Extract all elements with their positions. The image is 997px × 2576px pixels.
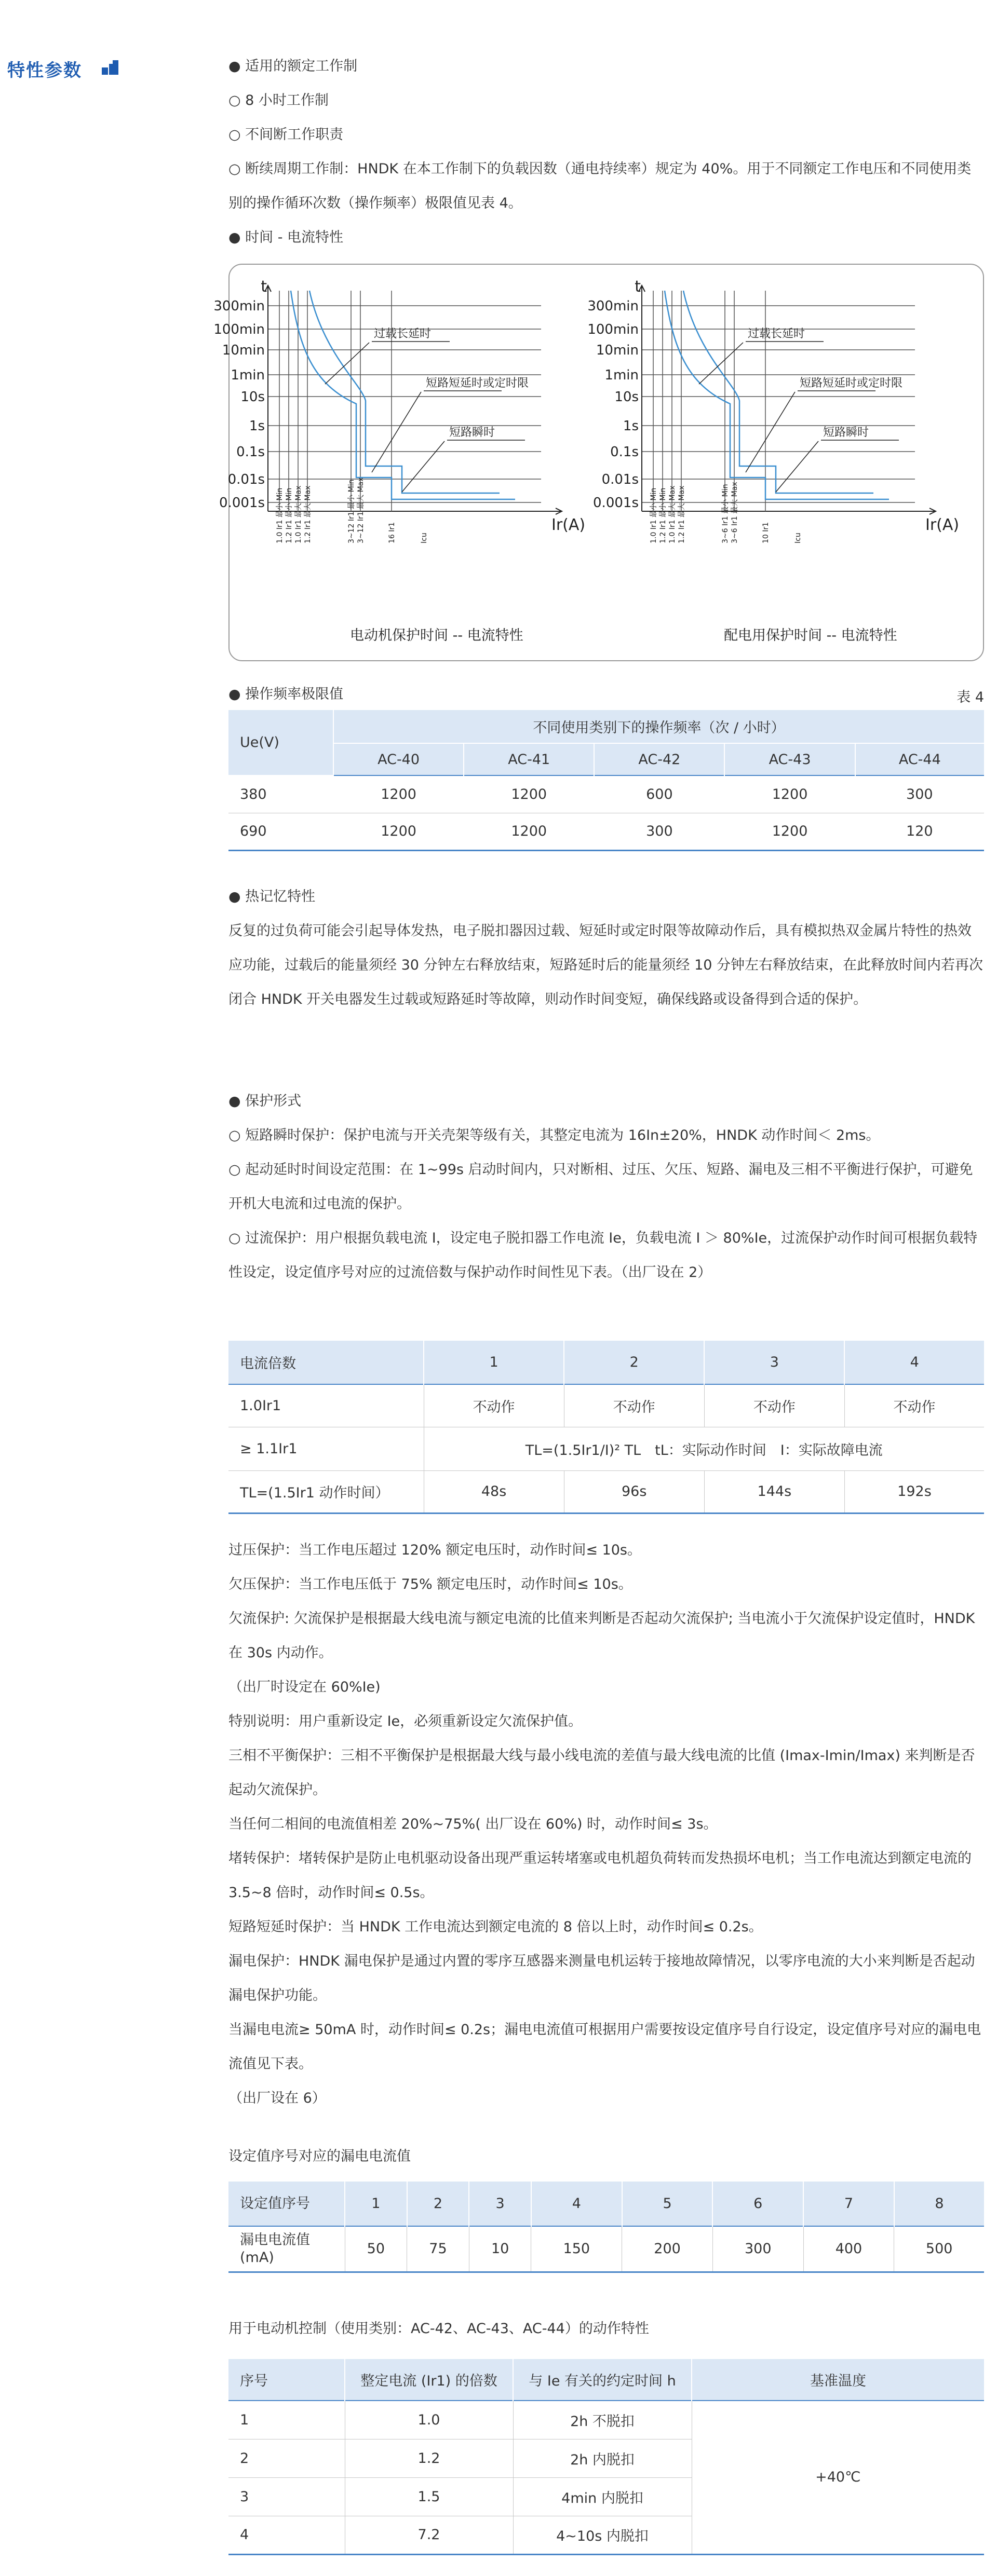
annotation-label: 短路短延时或定时限 — [426, 377, 529, 390]
x-marker-label: 1.2 Ir1 最小 Min — [659, 487, 667, 543]
table-cell: 7 — [803, 2182, 894, 2226]
x-marker-label: 1.2 Ir1 最小 Min — [285, 487, 293, 543]
freq-col: AC-43 — [724, 743, 855, 775]
freq-table — [228, 710, 984, 851]
annotation-leader — [402, 441, 444, 492]
note: 堵转保护：堵转保护是防止电机驱动设备出现严重运转堵塞或电机超负荷转而发热损坏电机；当工作电流达到额定电流的 3.5~8 倍时，动作时间≤ 0.5s。 — [228, 1850, 972, 1901]
table-cell: 2h 不脱扣 — [513, 2401, 692, 2439]
blue-squares-icon — [102, 58, 120, 77]
y-tick-label: 100min — [213, 322, 265, 337]
section-title: 特性参数 — [7, 60, 82, 81]
time-current-chart — [213, 264, 984, 661]
oc-header: 2 — [564, 1341, 704, 1384]
duty-item-2: ○ 不间断工作职责 — [228, 127, 344, 143]
y-tick-label: 10min — [222, 343, 265, 358]
leak-table — [228, 2182, 984, 2273]
freq-col: AC-41 — [464, 743, 594, 775]
table-cell: 144s — [704, 1470, 844, 1513]
table-cell: 75 — [407, 2226, 469, 2272]
y-tick-label: 0.1s — [236, 444, 265, 460]
note: 三相不平衡保护：三相不平衡保护是根据最大线与最小线电流的差值与最大线电流的比值 (Imax-Imin/Imax) 来判断是否起动欠流保护。 — [228, 1748, 975, 1798]
table-cell: 192s — [897, 1483, 932, 1500]
annotation-label: 短路短延时或定时限 — [800, 377, 903, 390]
overcurrent-table — [228, 1341, 984, 1514]
x-marker-label: 1.0 Ir1 最大 Max — [668, 485, 677, 543]
annotation-leader — [776, 441, 818, 492]
y-tick-label: 0.01s — [227, 472, 265, 487]
x-marker-label: 3~12 Ir1 最小 Min — [347, 479, 356, 543]
table-cell: 不动作 — [564, 1384, 704, 1427]
table-cell: 200 — [622, 2226, 713, 2272]
table-cell: 2 — [407, 2182, 469, 2226]
table-cell: 4min 内脱扣 — [513, 2477, 692, 2516]
annotation-label: 短路瞬时 — [449, 426, 495, 439]
x-marker-label: 1.0 Ir1 最大 Max — [294, 485, 303, 543]
oc-header: 1 — [424, 1341, 564, 1384]
table-cell: 不动作 — [893, 1399, 936, 1415]
table-cell: 48s — [424, 1470, 564, 1513]
x-marker-label: Icu — [420, 533, 428, 543]
y-tick-label: 0.001s — [593, 495, 639, 511]
y-tick-label: 10s — [240, 389, 265, 405]
table-cell: 96s — [564, 1470, 704, 1513]
motor-header: 与 Ie 有关的约定时间 h — [513, 2359, 692, 2401]
curve-max — [683, 291, 873, 493]
table-cell: 1.5 — [345, 2477, 513, 2516]
freq-col: AC-42 — [594, 743, 724, 775]
y-tick-label: 10s — [614, 389, 639, 405]
diagram-caption: 电动机保护时间 -- 电流特性 — [350, 628, 523, 644]
motor-title: 用于电动机控制（使用类别：AC-42、AC-43、AC-44）的动作特性 — [228, 2321, 649, 2337]
y-tick-label: 300min — [587, 298, 639, 314]
curve-min — [665, 291, 889, 499]
note: 欠流保护: 欠流保护是根据最大线电流与额定电流的比值来判断是否起动欠流保护; 当电流小于欠流保护设定值时，HNDK 在 30s 内动作。 — [228, 1611, 975, 1661]
protect-heading: ● 保护形式 — [228, 1093, 302, 1109]
table-cell: 3 — [228, 2477, 345, 2516]
thermal-text: 反复的过负荷可能会引起导体发热，电子脱扣器因过载、短延时或定时限等故障动作后，具有模拟热双金属片特性的热效应功能，过载后的能量须经 30 分钟左右释放结束，短路延时后的能量须经 10 分钟左右释放结束，在此释放时间内若再次闭合 HNDK 开关电器发生过载或短路延时等故障，则动作时间变短，确保线路或设备得到合适的保护。 — [228, 923, 983, 1007]
ue-header: Ue(V) — [228, 710, 333, 775]
x-axis-label: Ir(A) — [925, 516, 960, 534]
freq-group-header: 不同使用类别下的操作频率（次 / 小时） — [333, 710, 984, 743]
table-cell: 8 — [894, 2182, 984, 2226]
table-cell: 1 — [345, 2182, 407, 2226]
note: 当任何二相间的电流值相差 20%~75%( 出厂设在 60%) 时，动作时间≤ 3s。 — [228, 1816, 718, 1832]
table-cell: 2 — [228, 2439, 345, 2477]
table-cell: 1200 — [511, 823, 547, 839]
table-cell-formula: TL=(1.5Ir1/I)² TL tL：实际动作时间 I：实际故障电流 — [525, 1442, 883, 1459]
protect-item-2: ○ 起动延时时间设定范围：在 1~99s 启动时间内，只对断相、过压、欠压、短路、漏电及三相不平衡进行保护，可避免开机大电流和过电流的保护。 — [228, 1162, 973, 1212]
table-cell: 300 — [712, 2226, 803, 2272]
annotation-leader — [372, 392, 421, 472]
x-marker-label: 1.2 Ir1 最大 Max — [678, 485, 686, 543]
y-tick-label: 300min — [213, 298, 265, 314]
leak-row-label: 漏电电流值 (mA) — [228, 2226, 345, 2272]
table-cell: 7.2 — [345, 2516, 513, 2554]
x-axis-label: Ir(A) — [551, 516, 586, 534]
y-tick-label: 1min — [604, 367, 639, 383]
x-marker-label: 1.2 Ir1 最大 Max — [304, 485, 312, 543]
x-marker-label: 3~6 Ir1 最小 Min — [721, 484, 730, 543]
motor-header: 基准温度 — [692, 2359, 984, 2401]
note: 特别说明：用户重新设定 Ie，必须重新设定欠流保护值。 — [228, 1713, 583, 1729]
table-cell: 1.2 — [345, 2439, 513, 2477]
curve-min — [291, 291, 515, 499]
oc-header: 电流倍数 — [228, 1341, 424, 1384]
oc-header: 4 — [844, 1341, 984, 1384]
table-cell: 380 — [240, 786, 267, 802]
table-cell: ≥ 1.1Ir1 — [228, 1427, 424, 1470]
table-cell: 10 — [469, 2226, 531, 2272]
table-cell: 120 — [906, 823, 933, 839]
thermal-heading: ● 热记忆特性 — [228, 889, 316, 905]
annotation-label: 过载长延时 — [374, 328, 432, 340]
x-marker-label: 3~12 Ir1 最大 Max — [357, 477, 365, 543]
table-cell: 500 — [925, 2241, 953, 2257]
x-marker-label: 10 Ir1 — [762, 522, 770, 543]
note: 欠压保护：当工作电压低于 75% 额定电压时，动作时间≤ 10s。 — [228, 1576, 632, 1592]
table-cell: 1 — [228, 2401, 345, 2439]
table-cell: 6 — [712, 2182, 803, 2226]
annotation-label: 短路瞬时 — [823, 426, 869, 439]
freq-heading: ● 操作频率极限值 — [228, 686, 344, 702]
leak-title: 设定值序号对应的漏电电流值 — [228, 2148, 411, 2164]
note: 过压保护：当工作电压超过 120% 额定电压时，动作时间≤ 10s。 — [228, 1542, 641, 1558]
table-cell: 50 — [345, 2226, 407, 2272]
x-marker-label: 16 Ir1 — [388, 522, 396, 543]
table-cell: 4 — [531, 2182, 622, 2226]
table-cell: 1.0 — [345, 2401, 513, 2439]
note: 漏电保护：HNDK 漏电保护是通过内置的零序互感器来测量电机运转于接地故障情况，以零序电流的大小来判断是否起动漏电保护功能。 — [228, 1953, 975, 2003]
y-tick-label: 1s — [623, 418, 639, 434]
duty-item-1: ○ 8 小时工作制 — [228, 92, 329, 108]
oc-header: 3 — [704, 1341, 844, 1384]
table-cell: 600 — [646, 786, 673, 802]
motor-header: 整定电流 (Ir1) 的倍数 — [345, 2359, 513, 2401]
table-cell: 400 — [803, 2226, 894, 2272]
table-cell: 690 — [240, 823, 267, 839]
table-cell: 300 — [646, 823, 673, 839]
leak-row-label: 设定值序号 — [228, 2182, 345, 2226]
x-marker-label: 1.0 Ir1 最小 Min — [276, 487, 284, 543]
table-cell: 1.0Ir1 — [228, 1384, 424, 1427]
table-cell: TL=(1.5Ir1 动作时间） — [228, 1470, 424, 1513]
y-tick-label: 1s — [249, 418, 265, 434]
table-cell: 4~10s 内脱扣 — [513, 2516, 692, 2554]
freq-col: AC-44 — [855, 743, 984, 775]
annotation-leader — [746, 392, 795, 472]
temp-cell: +40℃ — [815, 2469, 861, 2486]
diagram-caption: 配电用保护时间 -- 电流特性 — [724, 628, 897, 644]
table-cell: 1200 — [511, 786, 547, 802]
protect-item-1: ○ 短路瞬时保护：保护电流与开关壳架等级有关，其整定电流为 16In±20%，HNDK 动作时间＜ 2ms。 — [228, 1127, 880, 1143]
motor-table — [228, 2359, 984, 2555]
table-cell: 3 — [469, 2182, 531, 2226]
table-cell: 1200 — [381, 786, 416, 802]
curve-max — [309, 291, 500, 493]
table-number: 表 4 — [956, 689, 984, 705]
note: 当漏电电流≥ 50mA 时，动作时间≤ 0.2s；漏电电流值可根据用户需要按设定值序号自行设定，设定值序号对应的漏电电流值见下表。 — [228, 2022, 981, 2072]
x-marker-label: 3~6 Ir1 最大 Max — [731, 482, 739, 543]
table-cell: 150 — [531, 2226, 622, 2272]
y-tick-label: 0.001s — [219, 495, 265, 511]
tc-heading: ● 时间 - 电流特性 — [228, 229, 344, 246]
note: （出厂时设定在 60%Ie) — [228, 1679, 381, 1695]
motor-header: 序号 — [228, 2359, 345, 2401]
note: 短路短延时保护：当 HNDK 工作电流达到额定电流的 8 倍以上时，动作时间≤ 0.2s。 — [228, 1919, 763, 1935]
y-tick-label: 1min — [231, 367, 265, 383]
note: （出厂设在 6） — [228, 2090, 326, 2106]
x-marker-label: Icu — [794, 533, 802, 543]
table-cell: 5 — [622, 2182, 713, 2226]
y-axis-label: t — [261, 278, 267, 296]
y-tick-label: 0.01s — [601, 472, 639, 487]
y-axis-label: t — [635, 278, 641, 296]
table-cell: 1200 — [381, 823, 416, 839]
annotation-label: 过载长延时 — [748, 328, 805, 340]
table-cell: 4 — [228, 2516, 345, 2554]
table-cell: 不动作 — [704, 1384, 844, 1427]
time-current-svg — [213, 265, 985, 662]
table-cell: 1200 — [772, 823, 808, 839]
freq-col: AC-40 — [333, 743, 464, 775]
table-cell: 1200 — [772, 786, 808, 802]
table-cell: 300 — [906, 786, 933, 802]
table-cell: 2h 内脱扣 — [513, 2439, 692, 2477]
y-tick-label: 10min — [596, 343, 639, 358]
table-cell: 不动作 — [424, 1384, 564, 1427]
y-tick-label: 100min — [587, 322, 639, 337]
duty-item-3: ○ 断续周期工作制：HNDK 在本工作制下的负载因数（通电持续率）规定为 40%。用于不同额定工作电压和不同使用类别的操作循环次数（操作频率）极限值见表 4。 — [228, 161, 972, 211]
y-tick-label: 0.1s — [610, 444, 639, 460]
x-marker-label: 1.0 Ir1 最小 Min — [650, 487, 658, 543]
duty-heading: ● 适用的额定工作制 — [228, 58, 358, 74]
protect-item-3: ○ 过流保护：用户根据负载电流 I，设定电子脱扣器工作电流 Ie，负载电流 I ＞ 80%Ie，过流保护动作时间可根据负载特性设定，设定值序号对应的过流倍数与保护动作时间性见下表。（出厂设在 2） — [228, 1230, 978, 1280]
